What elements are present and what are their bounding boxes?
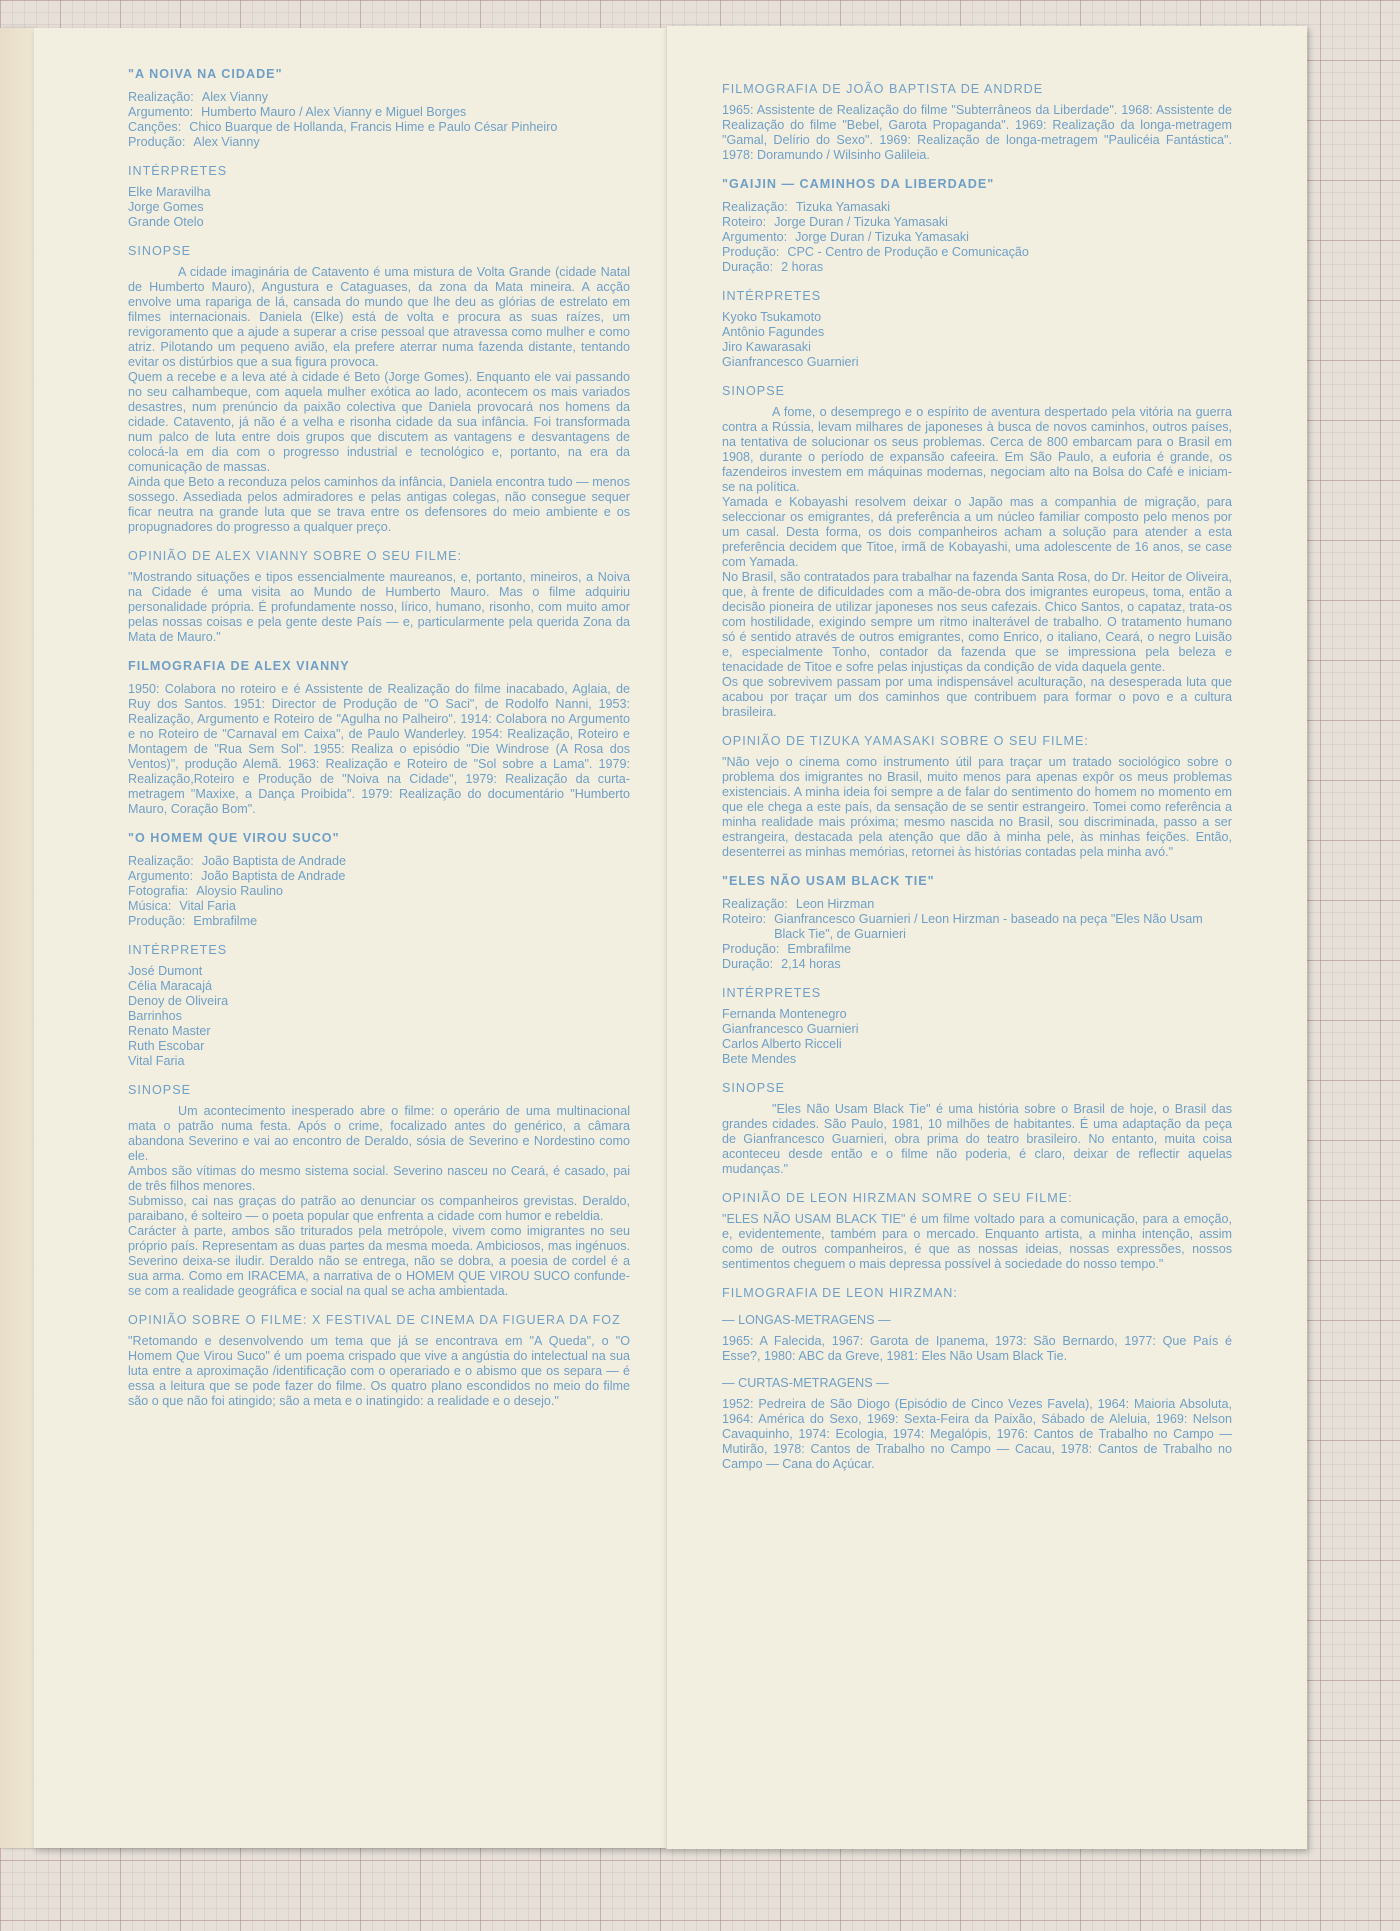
credit-value: Vital Faria bbox=[179, 899, 236, 913]
cast-list bbox=[722, 310, 1232, 370]
credit-value: Gianfrancesco Guarnieri / Leon Hirzman - baseado na peça "Eles Não Usam Black Tie", de Guarnieri bbox=[774, 912, 1203, 941]
cast-list bbox=[128, 185, 630, 230]
director-opinion: "Mostrando situações e tipos essencialmente maureanos, e, portanto, mineiros, a Noiva na Cidade é uma visita ao Mundo de Humberto Mauro. Mas o filme adquiriu personalidade própria. É profundamente nosso, lírico, humano, risonho, com muito amor pelas nossas coisas e pela gente deste País — e, particularmente pela querida Zona da Mata de Mauro." bbox=[128, 570, 630, 644]
credits-list bbox=[128, 90, 630, 150]
cast-name: José Dumont bbox=[128, 964, 203, 978]
section-heading: SINOPSE bbox=[722, 1081, 785, 1095]
cast-list bbox=[128, 964, 630, 1069]
credit-row bbox=[722, 215, 1232, 230]
section-heading: INTÉRPRETES bbox=[722, 986, 822, 1000]
credit-value: Chico Buarque de Hollanda, Francis Hime e Paulo César Pinheiro bbox=[189, 120, 558, 134]
cast-name: Renato Master bbox=[128, 1024, 211, 1038]
credit-key: Duração: bbox=[722, 260, 774, 274]
credit-row bbox=[722, 897, 1232, 912]
filmography-text: 1965: Assistente de Realização do filme "Subterrâneos da Liberdade". 1968: Assistente de Realização do filme "Bebel, Garota Propaganda". 1969: Realização da longa-metragem "Gamal, Delírio do Sexo". 1969: Realização de longa-metragem "Paulicéia Fantástica". 1978: Doramundo / Wilsinho Galileia. bbox=[722, 103, 1232, 162]
section-heading: OPINIÃO DE TIZUKA YAMASAKI SOBRE O SEU FILME: bbox=[722, 734, 1089, 748]
credits-list bbox=[722, 897, 1232, 972]
credit-row bbox=[128, 899, 630, 914]
film-title: "O HOMEM QUE VIROU SUCO" bbox=[128, 831, 340, 845]
festival-opinion: "Retomando e desenvolvendo um tema que já se encontrava em "A Queda", o "O Homem Que Virou Suco" é um poema crispado que vive a angústia do intelectual na sua luta entre a aproximação /identificação com o operariado e o abismo que os separa — é essa a leitura que se pode fazer do filme. Os quatro plano escondidos no meio do filme são o que não foi atingido; são a meta e o inatingido: a realidade e o desejo." bbox=[128, 1334, 630, 1408]
credit-value: 2,14 horas bbox=[781, 957, 841, 971]
credit-key: Realização: bbox=[128, 854, 194, 868]
section-heading: FILMOGRAFIA DE LEON HIRZMAN: bbox=[722, 1286, 958, 1300]
cast-name: Kyoko Tsukamoto bbox=[722, 310, 822, 324]
credit-row bbox=[128, 120, 630, 135]
film-title: "A NOIVA NA CIDADE" bbox=[128, 67, 283, 81]
credit-value: 2 horas bbox=[781, 260, 824, 274]
synopsis-paragraph: Carácter à parte, ambos são triturados pela metrópole, vivem como imigrantes no seu próprio país. Representam as duas partes da mesma moeda. Ambiciosos, mas ingénuos. Severino deixa-se iludir. Deraldo não se entrega, não se dobra, a poesia de cordel é a sua arma. Como em IRACEMA, a narrativa de o HOMEM QUE VIROU SUCO confunde-se com a realidade geográfica e social na qual se acha ambientada. bbox=[128, 1224, 630, 1298]
credit-key: Produção: bbox=[722, 245, 780, 259]
credit-row bbox=[722, 245, 1232, 260]
cast-name: Denoy de Oliveira bbox=[128, 994, 229, 1008]
credit-value: Tizuka Yamasaki bbox=[795, 200, 891, 214]
credit-key: Realização: bbox=[722, 200, 788, 214]
subsection-heading: — LONGAS-METRAGENS — bbox=[722, 1313, 891, 1327]
credit-value: Alex Vianny bbox=[201, 90, 269, 104]
cast-name: Ruth Escobar bbox=[128, 1039, 205, 1053]
filmography-text: 1965: A Falecida, 1967: Garota de Ipanema, 1973: São Bernardo, 1977: Que País é Esse?, 1980: ABC da Greve, 1981: Eles Não Usam Black Tie. bbox=[722, 1334, 1232, 1363]
right-column bbox=[722, 68, 1232, 1472]
cast-name: Célia Maracajá bbox=[128, 979, 212, 993]
section-heading: INTÉRPRETES bbox=[722, 289, 822, 303]
credit-value: Alex Vianny bbox=[193, 135, 260, 149]
film-title: "ELES NÃO USAM BLACK TIE" bbox=[722, 874, 935, 888]
cast-name: Barrinhos bbox=[128, 1009, 182, 1023]
credit-key: Produção: bbox=[128, 914, 186, 928]
credit-value: Jorge Duran / Tizuka Yamasaki bbox=[795, 230, 969, 244]
credit-key: Argumento: bbox=[128, 869, 194, 883]
cast-name: Grande Otelo bbox=[128, 215, 204, 229]
credit-row bbox=[722, 200, 1232, 215]
credit-row bbox=[128, 135, 630, 150]
credit-key: Canções: bbox=[128, 120, 182, 134]
cast-name: Jiro Kawarasaki bbox=[722, 340, 811, 354]
credit-row bbox=[722, 260, 1232, 275]
credits-list bbox=[128, 854, 630, 929]
credit-key: Duração: bbox=[722, 957, 774, 971]
credit-key: Realização: bbox=[128, 90, 194, 104]
filmography-text: 1950: Colabora no roteiro e é Assistente de Realização do filme inacabado, Aglaia, de Ruy dos Santos. 1951: Director de Produção de "O Saci", de Rodolfo Nanni, 1953: Realização, Argumento e Roteiro de "Agulha no Palheiro". 1914: Colabora no Argumento e no Roteiro de "Carnaval em Caixa", de Paulo Wanderley. 1954: Realização, Roteiro e Montagem de "Rua Sem Sol". 1955: Realiza o episódio "Die Windrose (A Rosa dos Ventos)", produção Alemã. 1963: Realização e Roteiro de "Sol sobre a Lama". 1979: Realização,Roteiro e Produção de "Noiva na Cidade", 1979: Realização da curta-metragem "Maxixe, a Dança Proibida". 1979: Realização do documentário "Humberto Mauro, Coração Bom". bbox=[128, 682, 630, 816]
cast-name: Vital Faria bbox=[128, 1054, 185, 1068]
credit-row bbox=[128, 90, 630, 105]
section-heading: FILMOGRAFIA DE JOÃO BAPTISTA DE ANDRDE bbox=[722, 82, 1044, 96]
section-heading: SINOPSE bbox=[128, 244, 191, 258]
synopsis-paragraph: A cidade imaginária de Catavento é uma mistura de Volta Grande (cidade Natal de Humberto Mauro), Angustura e Cataguases, da zona da Mata mineira. A acção envolve uma rapariga de lá, cansada do mundo que lhe deu as glórias de estrelato em filmes internacionais. Daniela (Elke) está de volta e procura as suas raízes, um revigoramento que a ajude a superar a crise pessoal que atravessa como mulher e como atriz. Pilotando um pequeno avião, ela prefere aterrar numa fazenda distante, tentando evitar os distúrbios que a sua figura provoca. bbox=[128, 265, 630, 369]
synopsis-paragraph: Um acontecimento inesperado abre o filme: o operário de uma multinacional mata o patrão numa festa. Após o crime, focalizado antes do genérico, a câmara abandona Severino e vai ao encontro de Deraldo, sósia de Severino e Nordestino como ele. bbox=[128, 1104, 630, 1163]
synopsis-paragraph: Os que sobrevivem passam por uma indispensável aculturação, na desesperada luta que acabou por traçar um dos caminhos que contribuem para formar o povo e a cultura brasileira. bbox=[722, 675, 1232, 719]
subsection-heading: — CURTAS-METRAGENS — bbox=[722, 1376, 889, 1390]
credit-key: Produção: bbox=[128, 135, 186, 149]
cast-name: Bete Mendes bbox=[722, 1052, 797, 1066]
section-heading: OPINIÃO SOBRE O FILME: X FESTIVAL DE CINEMA DA FIGUERA DA FOZ bbox=[128, 1313, 621, 1327]
film-title: "GAIJIN — CAMINHOS DA LIBERDADE" bbox=[722, 177, 995, 191]
section-heading: INTÉRPRETES bbox=[128, 164, 228, 178]
cast-name: Fernanda Montenegro bbox=[722, 1007, 847, 1021]
credit-row bbox=[128, 914, 630, 929]
section-heading: SINOPSE bbox=[128, 1083, 191, 1097]
cast-name: Gianfrancesco Guarnieri bbox=[722, 1022, 859, 1036]
credits-list bbox=[722, 200, 1232, 275]
credit-key: Argumento: bbox=[722, 230, 788, 244]
director-opinion: "ELES NÃO USAM BLACK TIE" é um filme voltado para a comunicação, para a emoção, e, evidentemente, também para o mercado. Enquanto artista, a minha intenção, assim como de outros companheiros, é que as nossas ideias, nossas expressões, nossos sentimentos cheguem o mais depressa possível à sociedade do nosso tempo." bbox=[722, 1212, 1232, 1271]
filmography-text: 1952: Pedreira de São Diogo (Episódio de Cinco Vezes Favela), 1964: Maioria Absoluta, 1964: América do Sexo, 1969: Sexta-Feira da Paixão, Sábado de Aleluia, 1969: Nelson Cavaquinho, 1974: Ecologia, 1974: Megalópis, 1976: Cantos de Trabalho no Campo — Mutirão, 1978: Cantos de Trabalho no Campo — Cacau, 1978: Cantos de Trabalho no Campo — Cana do Açúcar. bbox=[722, 1397, 1232, 1471]
credit-row bbox=[128, 854, 630, 869]
credit-row bbox=[722, 942, 1232, 957]
credit-row bbox=[722, 957, 1232, 972]
credit-row bbox=[128, 869, 630, 884]
credit-value: Embrafilme bbox=[787, 942, 852, 956]
cast-name: Jorge Gomes bbox=[128, 200, 204, 214]
left-column bbox=[128, 67, 630, 1409]
cast-name: Elke Maravilha bbox=[128, 185, 211, 199]
credit-row bbox=[722, 912, 1232, 942]
credit-key: Música: bbox=[128, 899, 172, 913]
folded-flap bbox=[0, 28, 34, 1848]
synopsis-paragraph: Yamada e Kobayashi resolvem deixar o Japão mas a companhia de migração, para seleccionar os emigrantes, dá preferência a um núcleo familiar composto pelo menos por um casal. Desta forma, os dois companheiros acham a solução para atender a esta preferência decidem que Titoe, irmã de Kobayashi, uma adolescente de 16 anos, se case com Yamada. bbox=[722, 495, 1232, 569]
credit-value: João Baptista de Andrade bbox=[201, 854, 347, 868]
credit-row bbox=[128, 105, 630, 120]
credit-value: Leon Hirzman bbox=[795, 897, 875, 911]
cast-name: Antônio Fagundes bbox=[722, 325, 825, 339]
credit-value: Humberto Mauro / Alex Vianny e Miguel Borges bbox=[201, 105, 467, 119]
credit-key: Argumento: bbox=[128, 105, 194, 119]
synopsis-paragraph: "Eles Não Usam Black Tie" é uma história sobre o Brasil de hoje, o Brasil das grandes cidades. São Paulo, 1981, 10 milhões de habitantes. É uma adaptação da peça de Gianfrancesco Guarnieri, obra prima do teatro brasileiro. No entanto, muita coisa aconteceu desde então e o filme não poderia, é claro, deixar de reflectir aquelas mudanças." bbox=[722, 1102, 1232, 1176]
director-opinion: "Não vejo o cinema como instrumento útil para traçar um tratado sociológico sobre o problema dos imigrantes no Brasil, muito menos para apenas expôr os meus problemas existenciais. A minha ideia foi sempre a de falar do sentimento do homem no momento em que ele chega a este país, da sensação de se sentir estrangeiro. Tomei como referência a minha realidade mais próxima; mesmo nascida no Brasil, sou discriminada, passo a ser estrangeira, destacada pela atenção que dão à minha pele, às minhas feições. Então, desenterrei as minhas memórias, retornei às histórias contadas pela minha avó." bbox=[722, 755, 1232, 859]
synopsis-paragraph: Submisso, cai nas graças do patrão ao denunciar os companheiros grevistas. Deraldo, paraibano, é solteiro — o poeta popular que enfrenta a cidade com humor e rebeldia. bbox=[128, 1194, 630, 1223]
section-heading: INTÉRPRETES bbox=[128, 943, 228, 957]
credit-row bbox=[128, 884, 630, 899]
credit-key: Realização: bbox=[722, 897, 788, 911]
section-heading: OPINIÃO DE ALEX VIANNY SOBRE O SEU FILME: bbox=[128, 549, 463, 563]
credit-value: CPC - Centro de Produção e Comunicação bbox=[787, 245, 1029, 259]
synopsis-paragraph: Quem a recebe e a leva até à cidade é Beto (Jorge Gomes). Enquanto ele vai passando no seu calhambeque, com aquela mulher exótica ao lado, acontecem os mais variados desastres, num prenúncio da paixão colectiva que Daniela provocará nos homens da cidade. Catavento, já não é a velha e risonha cidade da sua infância. Foi transformada num palco de luta entre dois grupos que discutem as vantagens e desvantagens de colocá-la em dia com o progresso industrial e tecnológico e, portanto, na era da comunicação de massas. bbox=[128, 370, 630, 474]
synopsis-paragraph: Ainda que Beto a reconduza pelos caminhos da infância, Daniela encontra tudo — menos sossego. Assediada pelos admiradores e pelas antigas colegas, não consegue sequer ficar neutra na grande luta que se trava entre os defensores do meio ambiente e os propugnadores do progresso a qualquer preço. bbox=[128, 475, 630, 534]
credit-value: Aloysio Raulino bbox=[196, 884, 284, 898]
cast-name: Gianfrancesco Guarnieri bbox=[722, 355, 859, 369]
credit-key: Roteiro: bbox=[722, 912, 767, 926]
section-heading: FILMOGRAFIA DE ALEX VIANNY bbox=[128, 659, 350, 673]
cast-name: Carlos Alberto Ricceli bbox=[722, 1037, 842, 1051]
credit-key: Roteiro: bbox=[722, 215, 767, 229]
synopsis-paragraph: Ambos são vítimas do mesmo sistema social. Severino nasceu no Ceará, é casado, pai de três filhos menores. bbox=[128, 1164, 630, 1193]
credit-value: João Baptista de Andrade bbox=[201, 869, 346, 883]
credit-row bbox=[722, 230, 1232, 245]
credit-key: Fotografia: bbox=[128, 884, 189, 898]
synopsis-paragraph: A fome, o desemprego e o espírito de aventura despertado pela vitória na guerra contra a Rússia, levam milhares de japoneses à busca de novos caminhos, outros países, na tentativa de solucionar os seus problemas. Cerca de 800 embarcam para o Brasil em 1908, durante o período de expansão cafeeira. Em São Paulo, a euforia é grande, os fazendeiros investem em máquinas modernas, negociam alto na Bolsa do Café e iniciam-se na política. bbox=[722, 405, 1232, 494]
synopsis-paragraph: No Brasil, são contratados para trabalhar na fazenda Santa Rosa, do Dr. Heitor de Oliveira, que, à frente de dificuldades com a mão-de-obra dos imigrantes europeus, toma, então a decisão pioneira de utilizar japoneses nos seus cafezais. Chico Santos, o capataz, trata-os com hostilidade, exigindo sempre um ritmo inalterável de trabalho. O tratamento humano só é sentido através de outros emigrantes, como Enrico, o italiano, Ceará, o negro Luisão e, especialmente Tonho, contador da fazenda que se impressiona pela beleza e tenacidade de Titoe e sofre pelas injustiças da condição de vida daquela gente. bbox=[722, 570, 1232, 674]
section-heading: SINOPSE bbox=[722, 384, 785, 398]
section-heading: OPINIÃO DE LEON HIRZMAN SOMRE O SEU FILME: bbox=[722, 1191, 1073, 1205]
cast-list bbox=[722, 1007, 1232, 1067]
credit-value: Jorge Duran / Tizuka Yamasaki bbox=[774, 215, 948, 229]
credit-value: Embrafilme bbox=[193, 914, 258, 928]
credit-key: Produção: bbox=[722, 942, 780, 956]
